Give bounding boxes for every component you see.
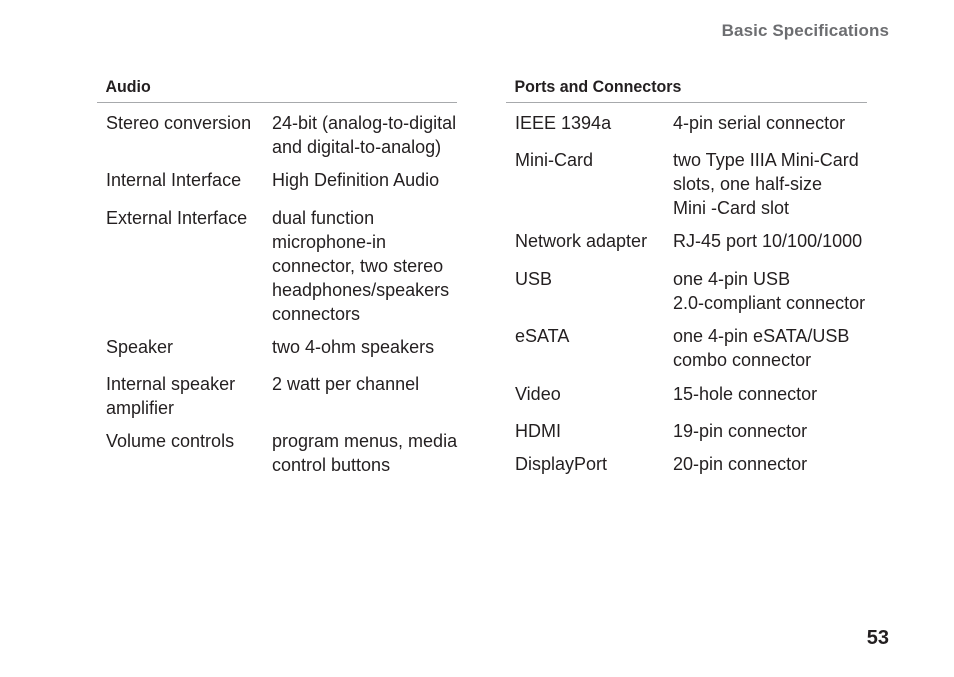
spec-value: program menus, media control buttons [272, 431, 458, 475]
spec-value: 20-pin connector [673, 454, 808, 474]
spec-label: DisplayPort [515, 454, 608, 474]
spec-label: External Interface [106, 208, 248, 228]
spec-label: Internal Interface [106, 170, 242, 190]
spec-label: Video [515, 384, 561, 404]
spec-row [506, 148, 890, 229]
spec-value: one 4-pin USB 2.0-compliant connector [673, 269, 866, 313]
spec-row [506, 267, 890, 324]
spec-label: HDMI [515, 421, 561, 441]
ports-title: Ports and Connectors [506, 76, 867, 103]
page-number: 53 [866, 627, 889, 649]
spec-value: dual function microphone-in connector, two stereo headphones/speakers connectors [272, 208, 450, 324]
spec-row [97, 372, 480, 429]
spec-value: one 4-pin eSATA/USB combo connector [673, 326, 850, 370]
spec-row [97, 206, 480, 335]
section-header: Basic Specifications [721, 21, 889, 40]
spec-row [506, 452, 890, 482]
spec-value: two 4-ohm speakers [272, 337, 435, 357]
spec-value: 19-pin connector [673, 421, 808, 441]
spec-row [97, 111, 480, 168]
spec-value: RJ-45 port 10/100/1000 [673, 231, 863, 251]
audio-spec-block [97, 76, 480, 477]
spec-label: Internal speaker amplifier [106, 374, 236, 418]
ports-spec-table [506, 111, 890, 482]
spec-row [506, 419, 890, 452]
spec-row [506, 229, 890, 267]
spec-label: Mini-Card [515, 150, 594, 170]
spec-label: Stereo conversion [106, 113, 252, 133]
spec-label: IEEE 1394a [515, 113, 612, 133]
spec-row [97, 168, 480, 206]
ports-spec-block [506, 76, 890, 482]
spec-label: USB [515, 269, 553, 289]
spec-row [97, 429, 480, 477]
audio-title: Audio [97, 76, 457, 103]
spec-label: Speaker [106, 337, 174, 357]
spec-label: Volume controls [106, 431, 235, 451]
spec-value: two Type IIIA Mini-Card slots, one half-size Mini -Card slot [673, 150, 859, 218]
spec-row [506, 382, 890, 419]
spec-label: Network adapter [515, 231, 648, 251]
spec-row [506, 324, 890, 382]
spec-value: 24-bit (analog-to-digital and digital-to-analog) [272, 113, 457, 157]
spec-label: eSATA [515, 326, 570, 346]
spec-row [97, 335, 480, 372]
spec-value: 2 watt per channel [272, 374, 420, 394]
spec-value: High Definition Audio [272, 170, 440, 190]
audio-spec-table [97, 111, 480, 477]
spec-row [506, 111, 890, 148]
spec-value: 15-hole connector [673, 384, 818, 404]
spec-value: 4-pin serial connector [673, 113, 846, 133]
